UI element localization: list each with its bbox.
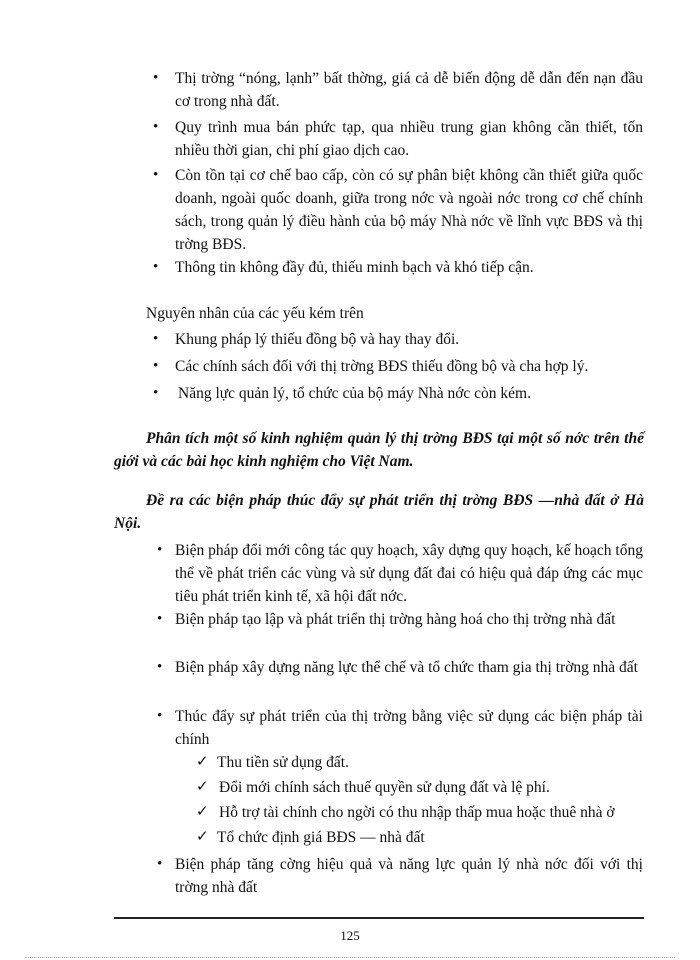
- sub-list-item: Đổi mới chính sách thuế quyền sử dụng đất và lệ phí.: [219, 779, 550, 796]
- list-item: Biện pháp tăng cờng hiệu quả và năng lực quản lý nhà nớc đối với thị trờng nhà đất: [175, 856, 643, 896]
- bullet-icon: •: [157, 856, 163, 872]
- sub-list-item: Hỗ trợ tài chính cho ngời có thu nhập thấp mua hoặc thuê nhà ở: [219, 804, 615, 821]
- bullet-icon: •: [153, 70, 159, 86]
- bullet-icon: •: [153, 358, 159, 374]
- sub-list-item: Tổ chức định giá BĐS — nhà đất: [217, 829, 425, 846]
- causes-title: Nguyên nhân của các yếu kém trên: [146, 305, 364, 322]
- bullet-icon: •: [153, 119, 159, 135]
- page-number: 125: [340, 928, 360, 943]
- list-item: Khung pháp lý thiếu đồng bộ và hay thay đổi.: [175, 331, 460, 348]
- bullet-icon: •: [157, 542, 163, 558]
- checkmark-icon: ✓: [196, 779, 209, 795]
- list-item: Biện pháp đổi mới công tác quy hoạch, xây dựng quy hoạch, kế hoạch tổng thể về phát triển các vùng và sử dụng đất đai có hiệu quả đáp ứng các mục tiêu phát triển kinh tế, xã hội đất nớc.: [175, 542, 643, 605]
- list-item: Biện pháp tạo lập và phát triển thị trờng hàng hoá cho thị trờng nhà đất: [175, 611, 616, 628]
- bullet-icon: •: [157, 708, 163, 724]
- list-item: Thông tin không đầy đủ, thiếu minh bạch và khó tiếp cận.: [175, 259, 534, 276]
- list-item: Còn tồn tại cơ chế bao cấp, còn có sự phân biệt không cần thiết giữa quốc doanh, ngoài quốc doanh, giữa trong nớc và ngoài nớc trong cơ chế chính sách, trong quản lý điều hành của bộ máy Nhà nớc về lĩnh vực BĐS và thị trờng BĐS.: [175, 167, 643, 253]
- bullet-icon: •: [153, 331, 159, 347]
- footer-rule: [114, 917, 644, 919]
- bullet-icon: •: [153, 385, 159, 401]
- checkmark-icon: ✓: [196, 829, 209, 845]
- checkmark-icon: ✓: [196, 754, 209, 770]
- list-item: Thị trờng “nóng, lạnh” bất thờng, giá cả dễ biến động dễ dẫn đến nạn đầu cơ trong nhà đất.: [175, 70, 643, 110]
- list-item: Thúc đẩy sự phát triển của thị trờng bằng việc sử dụng các biện pháp tài chính: [175, 708, 643, 748]
- list-item: Biện pháp xây dựng năng lực thể chế và tổ chức tham gia thị trờng nhà đất: [175, 659, 638, 676]
- list-item: Quy trình mua bán phức tạp, qua nhiều trung gian không cần thiết, tốn nhiều thời gian, chi phí giao dịch cao.: [175, 119, 643, 159]
- bullet-icon: •: [153, 167, 159, 183]
- bullet-icon: •: [153, 259, 159, 275]
- list-item: Các chính sách đối với thị trờng BĐS thiếu đồng bộ và cha hợp lý.: [175, 358, 589, 375]
- section-heading: Đề ra các biện pháp thúc đẩy sự phát triển thị trờng BĐS —nhà đất ở Hà Nội.: [114, 492, 644, 532]
- sub-list-item: Thu tiền sử dụng đất.: [217, 754, 349, 771]
- page-edge-divider: [25, 957, 675, 958]
- list-item: Năng lực quản lý, tổ chức của bộ máy Nhà nớc còn kém.: [178, 385, 531, 402]
- checkmark-icon: ✓: [196, 804, 209, 820]
- section-heading: Phân tích một số kinh nghiệm quản lý thị trờng BĐS tại một số nớc trên thế giới và các bài học kinh nghiệm cho Việt Nam.: [114, 430, 644, 470]
- bullet-icon: •: [157, 611, 163, 627]
- bullet-icon: •: [157, 659, 163, 675]
